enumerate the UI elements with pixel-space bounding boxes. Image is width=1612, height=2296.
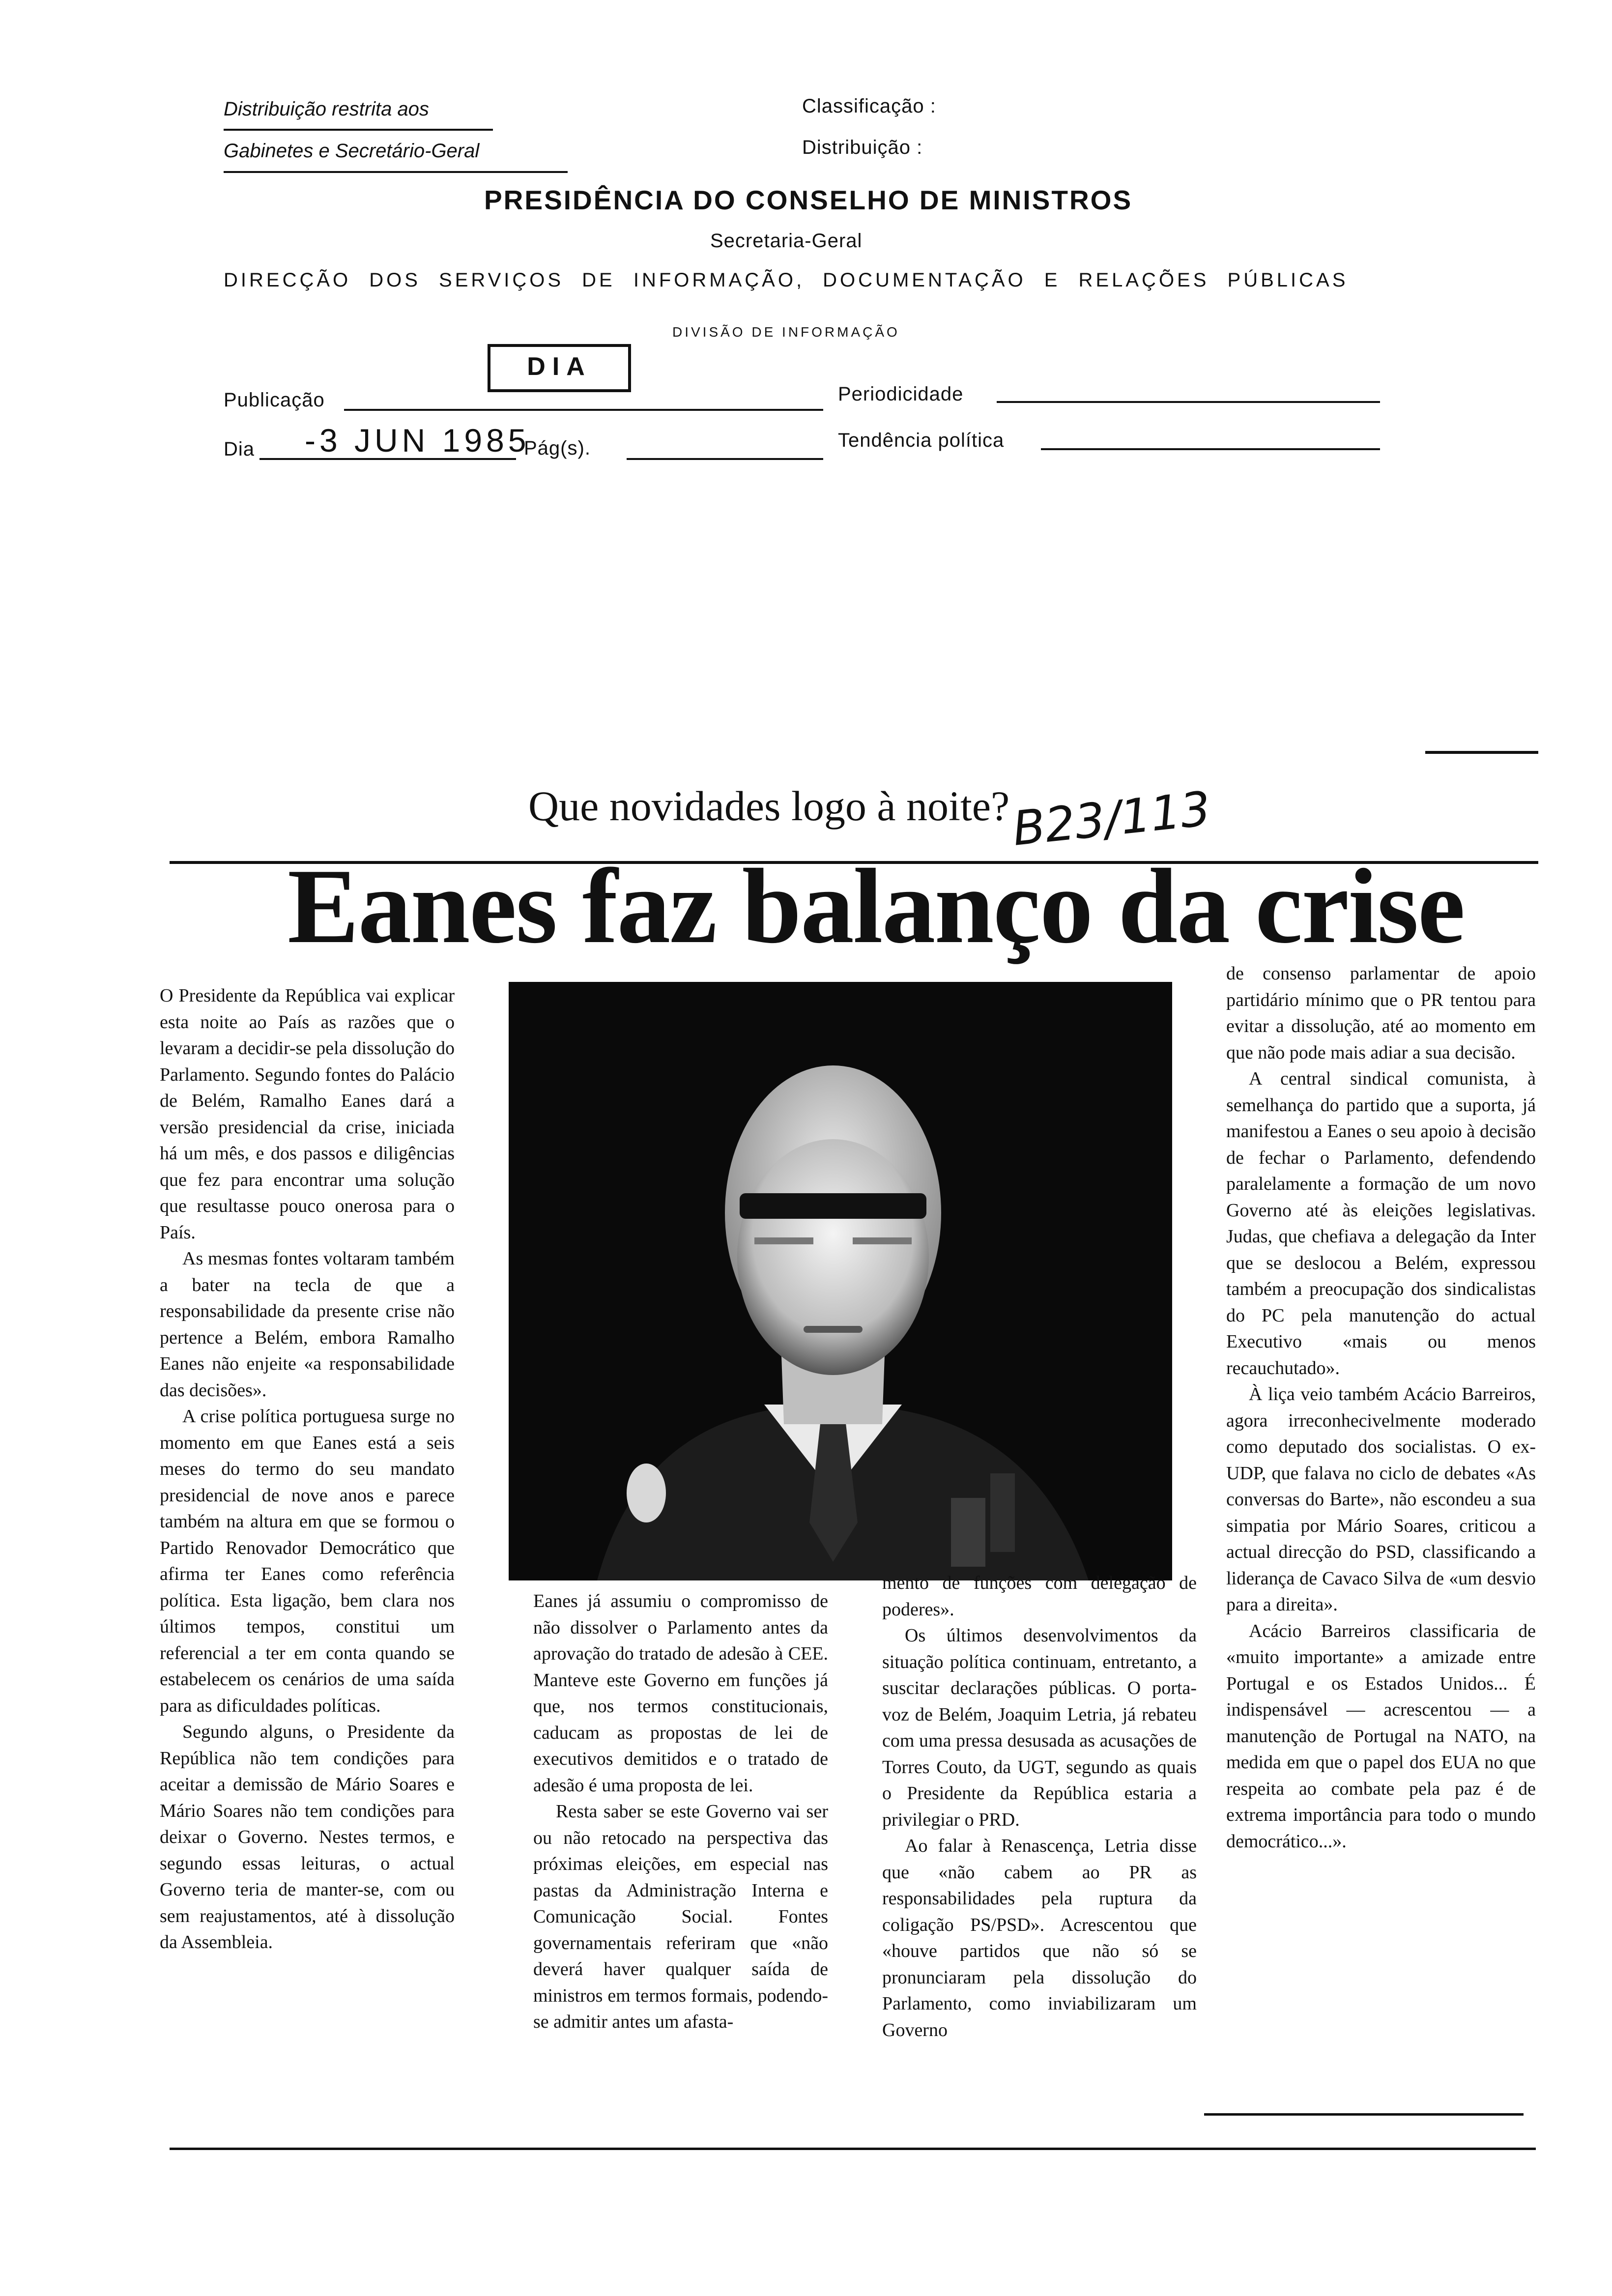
article-column-1 [160,983,455,2123]
photo-eanes [509,982,1172,1580]
periodicidade-field-line [997,401,1380,403]
paragraph: Resta saber se este Governo vai ser ou não retocado na perspectiva das próximas eleições, em especial nas pastas da Administração Interna e Comunicação Social. Fontes governamentais referiram que «não deverá haver qualquer saída de ministros em termos formais, podendo-se admitir antes um afasta- [533,1801,828,2032]
date-stamp: -3 JUN 1985 [305,422,530,459]
pags-field-line [627,458,823,460]
direccao-line: DIRECÇÃO DOS SERVIÇOS DE INFORMAÇÃO, DOCUMENTAÇÃO E RELAÇÕES PÚBLICAS [224,269,1349,291]
paragraph: Segundo alguns, o Presidente da República não tem condições para aceitar a demissão de Mário Soares e Mário Soares não tem condições para deixar o Governo. Nestes termos, e segundo essas leituras, o actual Governo teria de manter-se, com ou sem reajustamentos, até à dissolução da Assembleia. [160,1722,455,1952]
portrait-illustration [509,982,1172,1580]
bottom-rule-right [1204,2113,1524,2116]
periodicidade-label: Periodicidade [838,383,964,405]
article-kicker: Que novidades logo à noite? [528,782,1010,830]
paragraph: A crise política portuguesa surge no momento em que Eanes está a seis meses do termo do seu mandato presidencial de nove anos e parece também na altura em que se formou o Partido Renovador Democrático que afirma ter Eanes como referência política. Esta ligação, bem clara nos últimos tempos, constitui um referencial a ter em conta quando se estabelecem os cenários de uma saída para as dificuldades políticas. [160,1406,455,1716]
dia-label: Dia [224,438,255,460]
paragraph: A central sindical comunista, à semelhança do partido que a suporta, já manifestou a Eanes o seu apoio à decisão de fechar o Parlamento, defendendo paralelamente a formação de um novo Governo até às eleições legislativas. Judas, que chefiava a delegação da Inter que se deslocou a Belém, expressou também a preocupação dos sindicalistas do PC pela manutenção do actual Executivo «mais ou menos recauchutado». [1226,1068,1536,1378]
publicacao-field-line [344,409,823,411]
presidencia-title: PRESIDÊNCIA DO CONSELHO DE MINISTROS [484,185,1133,215]
divisao-informacao: DIVISÃO DE INFORMAÇÃO [672,324,900,340]
article-column-4 [1226,961,1536,2111]
paragraph: As mesmas fontes voltaram também a bater na tecla de que a responsabilidade da presente crise não pertence a Belém, embora Ramalho Eanes não enjeite «a responsabilidade das decisões». [160,1248,455,1401]
restricted-distribution-line2: Gabinetes e Secretário-Geral [224,140,480,162]
paragraph: Eanes já assumiu o compromisso de não dissolver o Parlamento antes da aprovação do tratado de adesão à CEE. Manteve este Governo em funções já que, nos termos constitucionais, caducam as propostas de lei de executivos demitidos e o tratado de adesão é uma proposta de lei. [533,1591,828,1796]
underline [224,171,568,173]
paragraph: Acácio Barreiros classificaria de «muito importante» a amizade entre Portugal e os Estados Unidos... É indispensável — acrescentou — a manutenção de Portugal na NATO, na medida em que o papel dos EUA no que respeita ao combate pela paz é de extrema importância para todo o mundo democrático...». [1226,1620,1536,1852]
paragraph: de consenso parlamentar de apoio partidário mínimo que o PR tentou para evitar a dissolução, até ao momento em que não pode mais adiar a sua decisão. [1226,963,1536,1063]
article-column-2 [533,1588,828,2122]
distribuicao-label: Distribuição : [802,137,923,158]
classificacao-label: Classificação : [802,95,936,117]
restricted-distribution-line1: Distribuição restrita aos [224,98,429,120]
handwritten-note: B23/113 [1010,781,1213,857]
article-headline: Eanes faz balanço da crise [288,847,1465,966]
top-right-rule [1425,751,1538,754]
pags-label: Pág(s). [524,437,591,459]
publicacao-stamp: DIA [488,344,631,392]
tendencia-field-line [1041,448,1380,450]
secretaria-geral: Secretaria-Geral [710,230,863,252]
article-column-3 [882,1570,1197,2121]
publicacao-label: Publicação [224,389,325,411]
tendencia-label: Tendência política [838,430,1005,451]
paragraph: Ao falar à Renascença, Letria disse que «não cabem ao PR as responsabilidades pela ruptura da coligação PS/PSD». Acrescentou que «houve partidos que não só se pronunciaram pela dissolução do Parlamento, como inviabilizaram um Governo [882,1836,1197,2040]
paragraph: À liça veio também Acácio Barreiros, agora irreconhecivelmente moderado como deputado dos socialistas. O ex-UDP, que falava no ciclo de debates «As conversas do Barte», não escondeu a sua simpatia por Mário Soares, criticou a actual direcção do PSD, classificando a liderança de Cavaco Silva de «um desvio para a direita». [1226,1384,1536,1615]
paragraph: O Presidente da República vai explicar esta noite ao País as razões que o levaram a decidir-se pela dissolução do Parlamento. Segundo fontes do Palácio de Belém, Ramalho Eanes dará a versão presidencial da crise, iniciada há um mês, e dos passos e diligências que fez para encontrar uma solução que resultasse pouco onerosa para o País. [160,985,455,1243]
paragraph: mento de funções com delegação de poderes». [882,1573,1197,1620]
paragraph: Os últimos desenvolvimentos da situação política continuam, entretanto, a suscitar declarações públicas. O porta-voz de Belém, Joaquim Letria, já rebateu com uma pressa desusada as acusações de Torres Couto, da UGT, segundo as quais o Presidente da República estaria a privilegiar o PRD. [882,1625,1197,1830]
bottom-rule [170,2148,1536,2150]
underline [224,129,493,131]
